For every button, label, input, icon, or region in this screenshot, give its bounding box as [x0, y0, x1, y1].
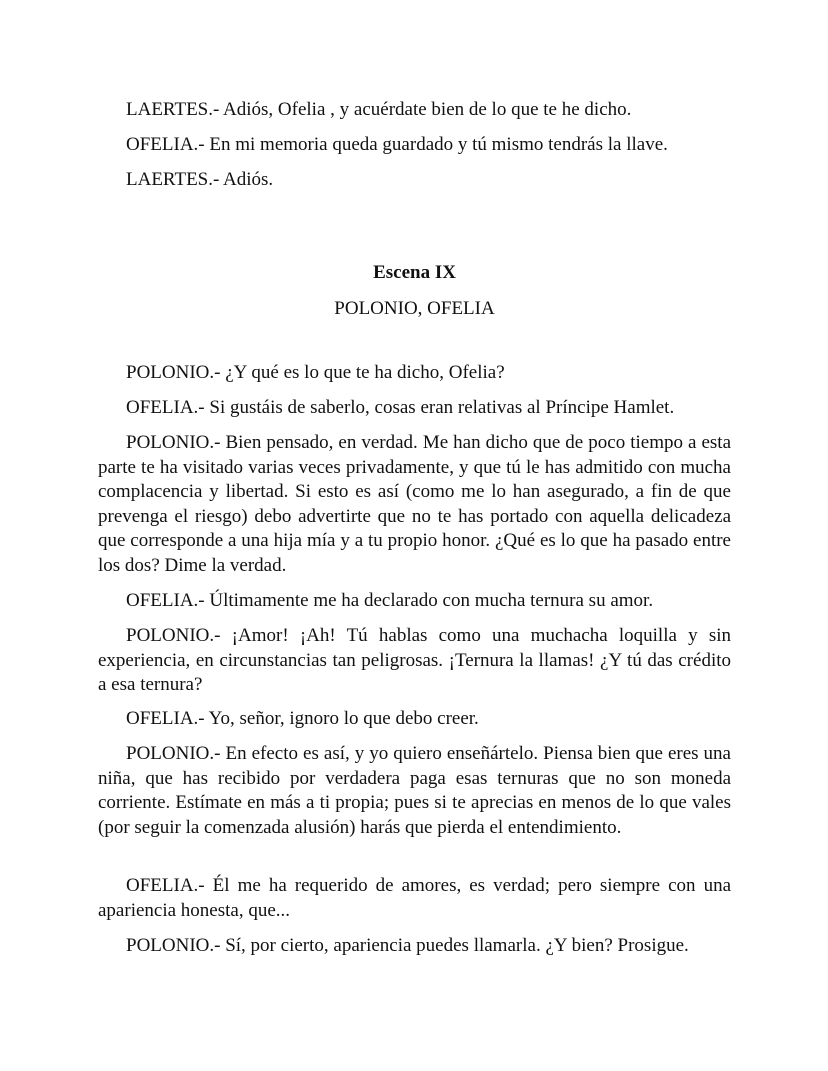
scene-characters: POLONIO, OFELIA	[334, 298, 495, 319]
scene-title: Escena IX	[373, 262, 456, 283]
dialogue-paragraph: OFELIA.- Últimamente me ha declarado con mucha ternura su amor.	[126, 590, 654, 611]
dialogue-paragraph: POLONIO.- Sí, por cierto, apariencia puedes llamarla. ¿Y bien? Prosigue.	[126, 935, 689, 956]
dialogue-paragraph: OFELIA.- Si gustáis de saberlo, cosas eran relativas al Príncipe Hamlet.	[126, 397, 675, 418]
dialogue-line-laertes-adios: LAERTES.- Adiós.	[126, 169, 274, 190]
dialogue-line-laertes-farewell: LAERTES.- Adiós, Ofelia , y acuérdate bien de lo que te he dicho.	[126, 99, 632, 120]
dialogue-paragraph: POLONIO.- ¡Amor! ¡Ah! Tú hablas como una muchacha loquilla y sin experiencia, en circunstancias tan peligrosas. ¡Ternura la llamas! ¿Y tú das crédito a esa ternura?	[98, 625, 731, 696]
dialogue-paragraph: POLONIO.- Bien pensado, en verdad. Me han dicho que de poco tiempo a esta parte te ha visitado varias veces privadamente, y que tú le has admitido con mucha complacencia y libertad. Si esto es así (como me lo han asegurado, a fin de que prevenga el riesgo) debo advertirte que no te has portado con aquella delicadeza que corresponde a una hija mía y a tu propio honor. ¿Qué es lo que ha pasado entre los dos? Dime la verdad.	[98, 432, 731, 576]
dialogue-line-ofelia-memory: OFELIA.- En mi memoria queda guardado y tú mismo tendrás la llave.	[126, 134, 668, 155]
dialogue-paragraph: OFELIA.- Yo, señor, ignoro lo que debo creer.	[126, 708, 479, 729]
dialogue-paragraph: POLONIO.- En efecto es así, y yo quiero enseñártelo. Piensa bien que eres una niña, que has recibido por verdadera paga esas ternuras que no son moneda corriente. Estímate en más a ti propia; pues si te aprecias en menos de lo que vales (por seguir la comenzada alusión) harás que pierda el entendimiento.	[98, 743, 731, 838]
dialogue-paragraph: POLONIO.- ¿Y qué es lo que te ha dicho, Ofelia?	[126, 362, 505, 383]
dialogue-paragraph: OFELIA.- Él me ha requerido de amores, es verdad; pero siempre con una apariencia honesta, que...	[98, 875, 731, 921]
